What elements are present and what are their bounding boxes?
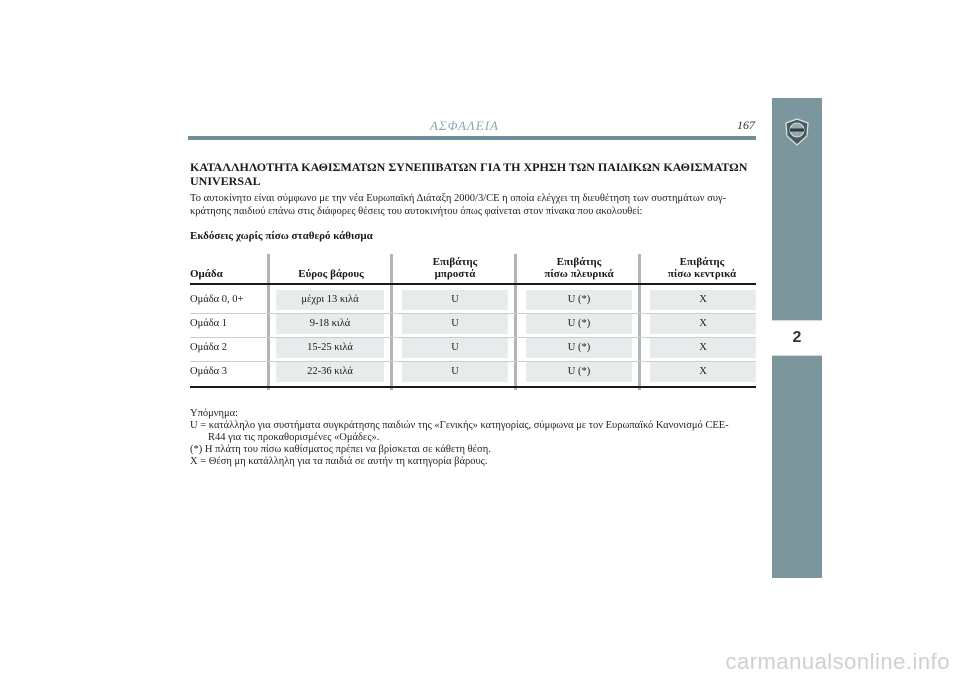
page-number: 167 [737, 118, 755, 132]
page-header-title: ΑΣΦΑΛΕΙΑ [430, 118, 499, 133]
cell-weight: μέχρι 13 κιλά [276, 290, 384, 310]
header-group: Ομάδα [190, 268, 223, 280]
cell-rear-center: X [650, 290, 756, 310]
header-front-line1: Επιβάτης [432, 256, 478, 268]
header-front-line2: μπροστά [434, 268, 476, 280]
header-rule [188, 136, 756, 140]
cell-front: U [402, 362, 508, 382]
table-row [190, 290, 756, 314]
intro-paragraph: Το αυτοκίνητο είναι σύμφωνο με την νέα Ευρωπαϊκή Διάταξη 2000/3/CE η οποία ελέγχει τη διευθέτηση των συστημάτων συγ-κράτησης παιδιού επάνω στις διάφορες θέσεις του αυτοκινήτου όπως φαίνεται στον πίνακα που ακολουθεί: [190, 193, 727, 217]
table-row [190, 314, 756, 338]
cell-rear-side: U (*) [526, 338, 632, 358]
header-rear-side-line1: Επιβάτης [556, 256, 602, 268]
cell-weight: 15-25 κιλά [276, 338, 384, 358]
cell-group: Ομάδα 1 [190, 318, 228, 329]
header-rule [190, 283, 756, 285]
cell-weight: 9-18 κιλά [276, 314, 384, 334]
cell-front: U [402, 338, 508, 358]
cell-weight: 22-36 κιλά [276, 362, 384, 382]
cell-rear-side: U (*) [526, 290, 632, 310]
header-rear-center [648, 256, 756, 280]
header-rear-center-line1: Επιβάτης [679, 256, 725, 268]
cell-front: U [402, 290, 508, 310]
table-subheading: Εκδόσεις χωρίς πίσω σταθερό κάθισμα [190, 230, 373, 242]
legend-u: U = κατάλληλο για συστήματα συγκράτησης παιδιών της «Γενικής» κατηγορίας, σύμφωνα με τον Ευρωπαϊκό Κανονισμό CEE- [190, 420, 729, 431]
legend-x: X = Θέση μη κατάλληλη για τα παιδιά σε αυτήν τη κατηγορία βάρους. [190, 456, 488, 467]
legend-u-continued: R44 για τις προκαθορισμένες «Ομάδες». [208, 432, 380, 443]
watermark: carmanualsonline.info [725, 649, 950, 674]
lancia-logo-icon [784, 118, 810, 146]
cell-group: Ομάδα 0, 0+ [190, 294, 244, 305]
cell-rear-center: X [650, 362, 756, 382]
section-title: ΚΑΤΑΛΛΗΛΟΤΗΤΑ ΚΑΘΙΣΜΑΤΩΝ ΣΥΝΕΠΙΒΑΤΩΝ ΓΙΑ ΤΗ ΧΡΗΣΗ ΤΩΝ ΠΑΙΔΙΚΩΝ ΚΑΘΙΣΜΑΤΩΝ UNIVERSAL [190, 160, 748, 188]
cell-rear-side: U (*) [526, 314, 632, 334]
table-row [190, 338, 756, 362]
table-bottom-rule [190, 386, 756, 388]
child-seat-table [190, 254, 756, 390]
chapter-number[interactable]: 2 [772, 320, 822, 356]
header-front-passenger [400, 256, 510, 280]
chapter-sidebar [772, 98, 822, 578]
table-row [190, 362, 756, 386]
legend-star: (*) Η πλάτη του πίσω καθίσματος πρέπει να βρίσκεται σε κάθετη θέση. [190, 444, 491, 455]
cell-group: Ομάδα 3 [190, 366, 228, 377]
legend [190, 408, 756, 468]
header-rear-center-line2: πίσω κεντρικά [667, 268, 737, 280]
cell-front: U [402, 314, 508, 334]
header-rear-side [524, 256, 634, 280]
header-rear-side-line2: πίσω πλευρικά [544, 268, 614, 280]
header-weight-range: Εύρος βάρους [298, 268, 364, 280]
cell-rear-center: X [650, 314, 756, 334]
cell-rear-side: U (*) [526, 362, 632, 382]
legend-title: Υπόμνημα: [190, 408, 239, 419]
cell-rear-center: X [650, 338, 756, 358]
cell-group: Ομάδα 2 [190, 342, 228, 353]
